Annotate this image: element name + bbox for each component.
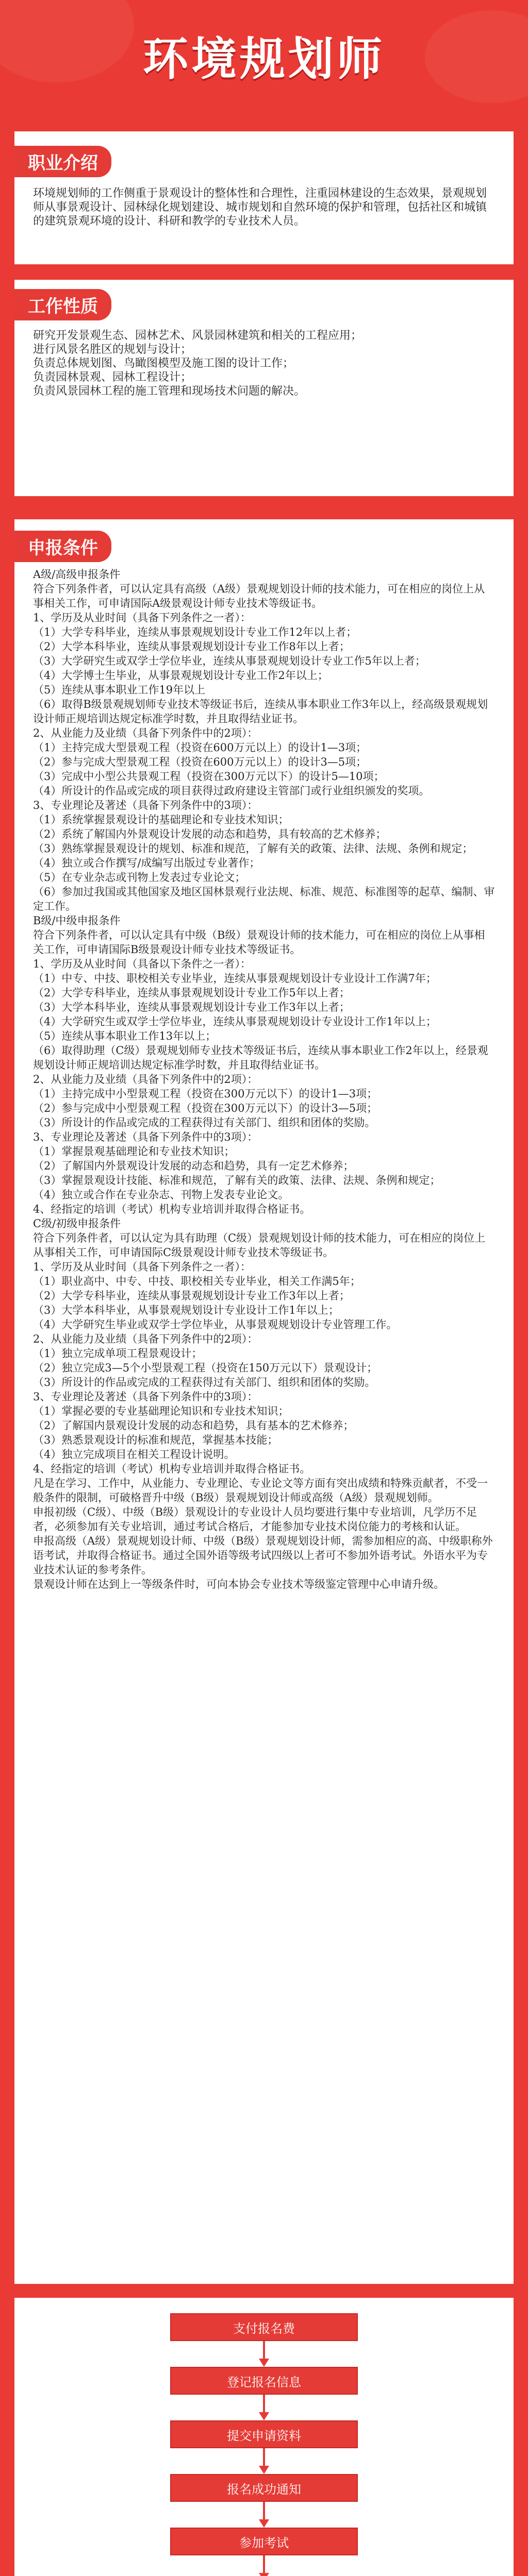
flow-step-pay[interactable]: 支付报名费 [170,2313,358,2341]
intro-title: 职业介绍 [14,146,111,177]
apply-text: A级/高级申报条件 符合下列条件者，可以认定具有高级（A级）景观规划设计师的技术能力，可在相应的岗位上从事相关工作，可申请国际A级景观设计师专业技术等级证书。 1、学历及从业时间（具备下列条件之一者）： （1）大学专科毕业，连续从事景观规划设计专业工作12年以上者； （2）大学本科毕业，连续从事景观规划设计专业工作8年以上者； （3）大学研究生或双学士学位毕业，连续从事景观规划设计专业工作5年以上者； （4）大学博士生毕业，从事景观规划设计专业工作2年以上； （5）连续从事本职业工作19年以上 （6）取得B级景观规划师专业技术等级证书后，连续从事本职业工作3年以上，经高级景观规划设计师正规培训达规定标准学时数，并且取得结业证书。 2、从业能力及业绩（具备下列条件中的2项）： （1）主持完成大型景观工程（投资在600万元以上）的设计1—3项； （2）参与完成大型景观工程（投资在600万元以上）的设计3—5项； （3）完成中小型公共景观工程（投资在300万元以下）的设计5—10项； （4）所设计的作品或完成的项目获得过政府建设主管部门或行业组织颁发的奖项。 3、专业理论及著述（具备下列条件中的3项）： （1）系统掌握景观设计的基础理论和专业技术知识； （2）系统了解国内外景观设计发展的动态和趋势，具有较高的艺术修养； （3）熟练掌握景观设计的规划、标准和规范，了解有关的政策、法律、法规、条例和规定； （4）独立或合作撰写/成编写出版过专业著作； （5）在专业杂志或刊物上发表过专业论文； （6）参加过我国或其他国家及地区国林景观行业法规、标准、规范、标准图等的起草、编制、审定工作。 B级/中级申报条件 符合下列条件者，可以认定具有中级（B级）景观设计师的技术能力，可在相应的岗位上从事相关工作，可申请国际B级景观设计师专业技术等级证书。 1、学历及从业时间（具备以下条件之一者）： （1）中专、中技、职校相关专业毕业，连续从事景观规划设计专业设计工作满7年； （2）大学专科毕业，连续从事景观规划设计专业工作5年以上者； （3）大学本科毕业，连续从事景观规划设计专业工作3年以上者； （4）大学研究生或双学士学位毕业，连续从事景观规划设计专业设计工作1年以上； （5）连续从事本职业工作13年以上； （6）取得助理（C级）景观规划师专业技术等级证书后，连续从事本职业工作2年以上，经景观规划设计师正规培训达规定标准学时数，并且取得结业证书。 2、从业能力及业绩（具备下列条件中的2项）： （1）主持完成中小型景观工程（投资在300万元以下）的设计1—3项； （2）参与完成中小型景观工程（投资在300万元以下）的设计3—5项； （3）所设计的作品或完成的工程获得过有关部门、组织和团体的奖励。 3、专业理论及著述（具备下列条件中的3项）： （1）掌握景观基础理论和专业技术知识； （2）了解国内外景观设计发展的动态和趋势，具有一定艺术修养； （3）掌握景观设计技能、标准和规范，了解有关的政策、法律、法规、条例和规定； （4）独立或合作在专业杂志、刊物上发表专业论文。 4、经指定的培训（考试）机构专业培训并取得合格证书。 C级/初级申报条件 符合下列条件者，可以认定为具有助理（C级）景观规划设计师的技术能力，可在相应的岗位上从事相关工作，可申请国际C级景观设计师专业技术等级证书。 1、学历及从业时间（具备下列条件之一者）： （1）职业高中、中专、中技、职校相关专业毕业，相关工作满5年； （2）大学专科毕业，连续从事景观规划设计专业工作3年以上者； （3）大学本科毕业，从事景观规划设计专业设计工作1年以上； （4）大学研究生毕业或双学士学位毕业，从事景观规划设计专业管理工作。 2、从业能力及业绩（具备下列条件中的2项）： （1）独立完成单项工程景观设计； （2）独立完成3—5个小型景观工程（投资在150万元以下）景观设计； （3）所设计的作品或完成的工程获得过有关部门、组织和团体的奖励。 3、专业理论及著述（具备下列条件中的3项）： （1）掌握必要的专业基础理论知识和专业技术知识； （2）了解国内景观设计发展的动态和趋势，具有基本的艺术修养； （3）熟悉景观设计的标准和规范，掌握基本技能； （4）独立完成项目在相关工程设计说明。 4、经指定的培训（考试）机构专业培训并取得合格证书。 凡是在学习、工作中，从业能力、专业理论、专业论文等方面有突出成绩和特殊贡献者，不受一般条件的限制，可破格晋升中级（B级）景观规划设计师或高级（A级）景观规划师。 申报初级（C级）、中级（B级）景观设计的专业设计人员均要进行集中专业培训，凡学历不足者，必须参加有关专业培训，通过考试合格后，才能参加专业技术岗位能力的考核和认证。 申报高级（A级）景观规划设计师、中级（B级）景观规划设计师，需参加相应的高、中级职称外语考试，并取得合格证书。通过全国外语等级考试四级以上者可不参加外语考试。外语水平为专业技术认证的参考条件。 景观设计师在达到上一等级条件时，可向本协会专业技术等级鉴定管理中心申请升级。 [33,568,495,1590]
intro-card [14,131,514,264]
arrow-down-icon [259,2359,269,2367]
arrow-down-icon [259,2573,269,2576]
flow-card [14,2298,514,2576]
apply-title: 申报条件 [14,531,111,562]
flow-step-exam[interactable]: 参加考试 [170,2528,358,2555]
flow-step-register[interactable]: 登记报名信息 [170,2367,358,2395]
flow-connector [263,2341,265,2359]
intro-text: 环境规划师的工作侧重于景观设计的整体性和合理性，注重园林建设的生态效果，景观规划师从事景观设计、园林绿化规划建设、城市规划和自然环境的保护和管理，包括社区和城镇的建筑景观环境的设计、科研和教学的专业技术人员。 [33,187,487,228]
flow-connector [263,2555,265,2573]
arrow-down-icon [259,2519,269,2528]
apply-card [14,519,514,2284]
arrow-down-icon [259,2466,269,2474]
nature-card [14,280,514,496]
nature-text: 研究开发景观生态、园林艺术、风景园林建筑和相关的工程应用； 进行风景名胜区的规划与设计； 负责总体规划图、鸟瞰图模型及施工图的设计工作； 负责园林景观、园林工程设计； 负责风景园林工程的施工管理和现场技术问题的解决。 [33,329,362,398]
flow-list [14,2313,514,2576]
flow-connector [263,2448,265,2466]
flow-step-submit[interactable]: 提交申请资料 [170,2420,358,2448]
flow-connector [263,2395,265,2412]
flow-step-notice[interactable]: 报名成功通知 [170,2474,358,2502]
arrow-down-icon [259,2412,269,2420]
page-title: 环境规划师 [142,32,385,86]
nature-title: 工作性质 [14,289,111,320]
flow-connector [263,2502,265,2519]
header [0,0,528,88]
